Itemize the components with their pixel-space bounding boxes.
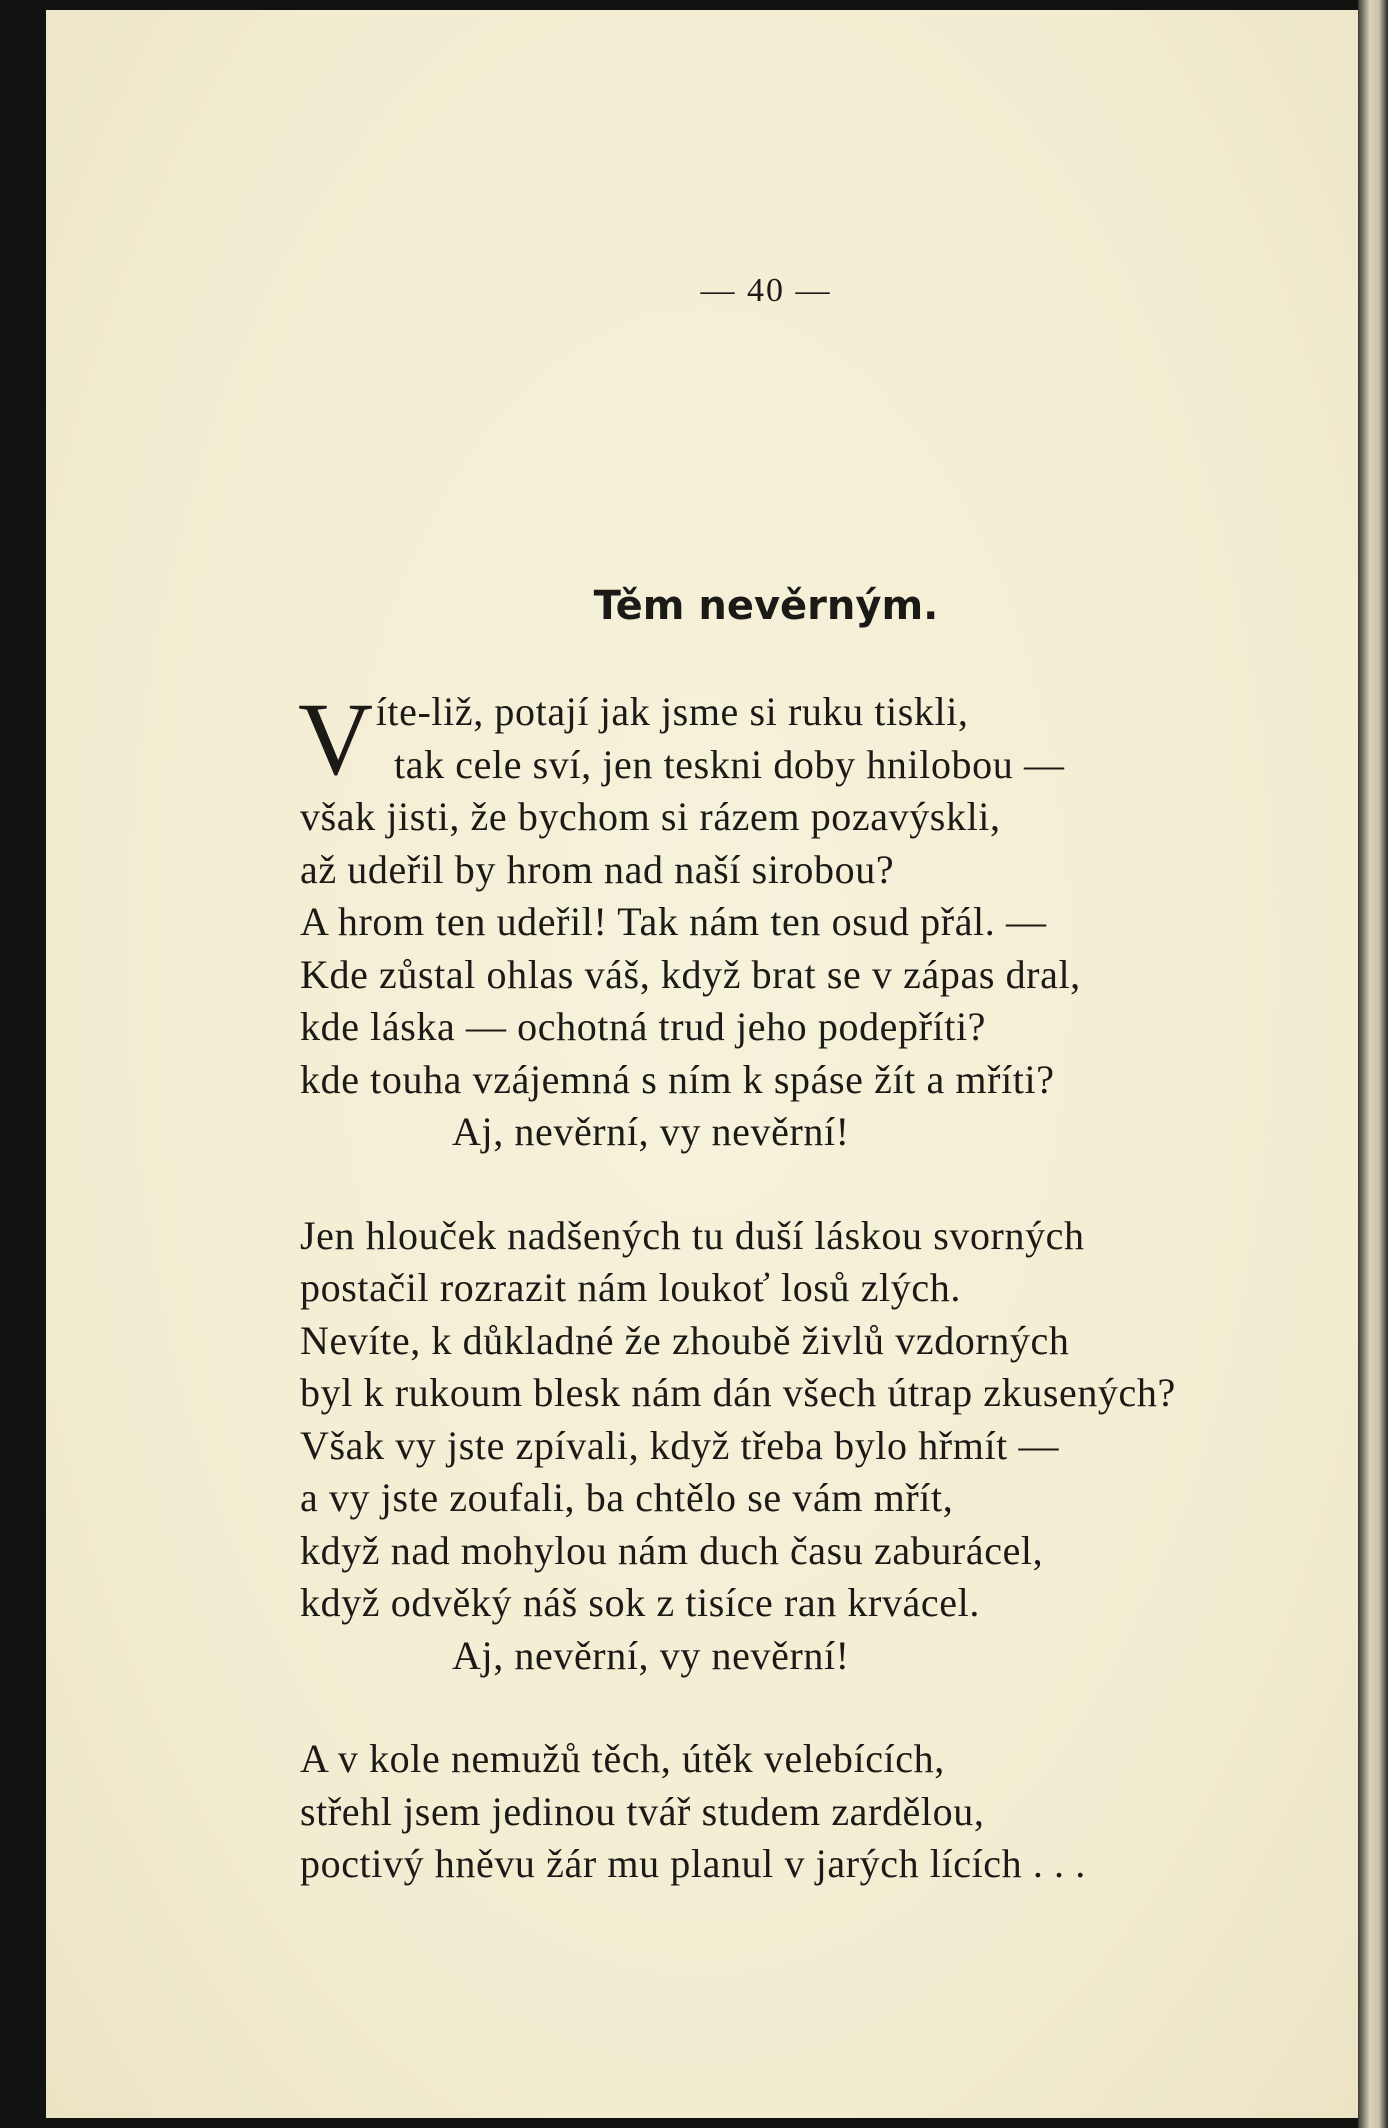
poem-line: a vy jste zoufali, ba chtělo se vám mřít,: [300, 1475, 954, 1520]
poem-line: byl k rukoum blesk nám dán všech útrap zkusených?: [300, 1370, 1176, 1415]
book-spine-edge: [1358, 0, 1388, 2128]
stanza-2: [300, 1210, 1360, 1683]
poem-line: Nevíte, k důkladné že zhoubě živlů vzdorných: [300, 1317, 1070, 1363]
poem-line: Kde zůstal ohlas váš, když brat se v zápas dral,: [300, 951, 1081, 997]
drop-cap-letter: V: [298, 682, 374, 797]
poem-title: Těm nevěrným.: [593, 583, 939, 629]
poem-line: A v kole nemužů těch, útěk velebících,: [300, 1736, 945, 1781]
poem-line: Jen hlouček nadšených tu duší láskou svorných: [300, 1212, 1085, 1258]
stanza-3: [300, 1733, 1360, 1891]
paper-page: [46, 10, 1358, 2118]
poem-line: Však vy jste zpívali, když třeba bylo hřmít —: [300, 1422, 1060, 1468]
poem-line: však jisti, že bychom si rázem pozavýskli,: [300, 794, 1001, 839]
poem-line: až udeřil by hrom nad naší sirobou?: [300, 846, 895, 892]
poem-refrain: Aj, nevěrní, vy nevěrní!: [452, 1632, 850, 1678]
poem-line: tak cele sví, jen teskni doby hnilobou —: [394, 741, 1065, 787]
poem-line: střehl jsem jedinou tvář studem zardělou,: [300, 1788, 985, 1834]
poem-line: íte-liž, potají jak jsme si ruku tiskli,: [375, 689, 969, 734]
stanza-1: [298, 682, 1360, 1159]
poem-line: kde láska — ochotná trud jeho podepříti?: [300, 1004, 987, 1049]
poem-line: poctivý hněvu žár mu planul v jarých lících . . .: [300, 1841, 1086, 1886]
poem-line: když nad mohylou nám duch času zaburácel,: [300, 1527, 1044, 1573]
poem-line: postačil rozrazit nám loukoť losů zlých.: [300, 1265, 961, 1310]
poem-line: kde touha vzájemná s ním k spáse žít a mříti?: [300, 1056, 1055, 1102]
poem-refrain: Aj, nevěrní, vy nevěrní!: [452, 1109, 850, 1154]
poem-line: když odvěký náš sok z tisíce ran krvácel.: [300, 1580, 980, 1625]
poem-line: A hrom ten udeřil! Tak nám ten osud přál. —: [300, 899, 1047, 944]
page-number: — 40 —: [700, 272, 832, 309]
poem-body: [298, 682, 1360, 1891]
